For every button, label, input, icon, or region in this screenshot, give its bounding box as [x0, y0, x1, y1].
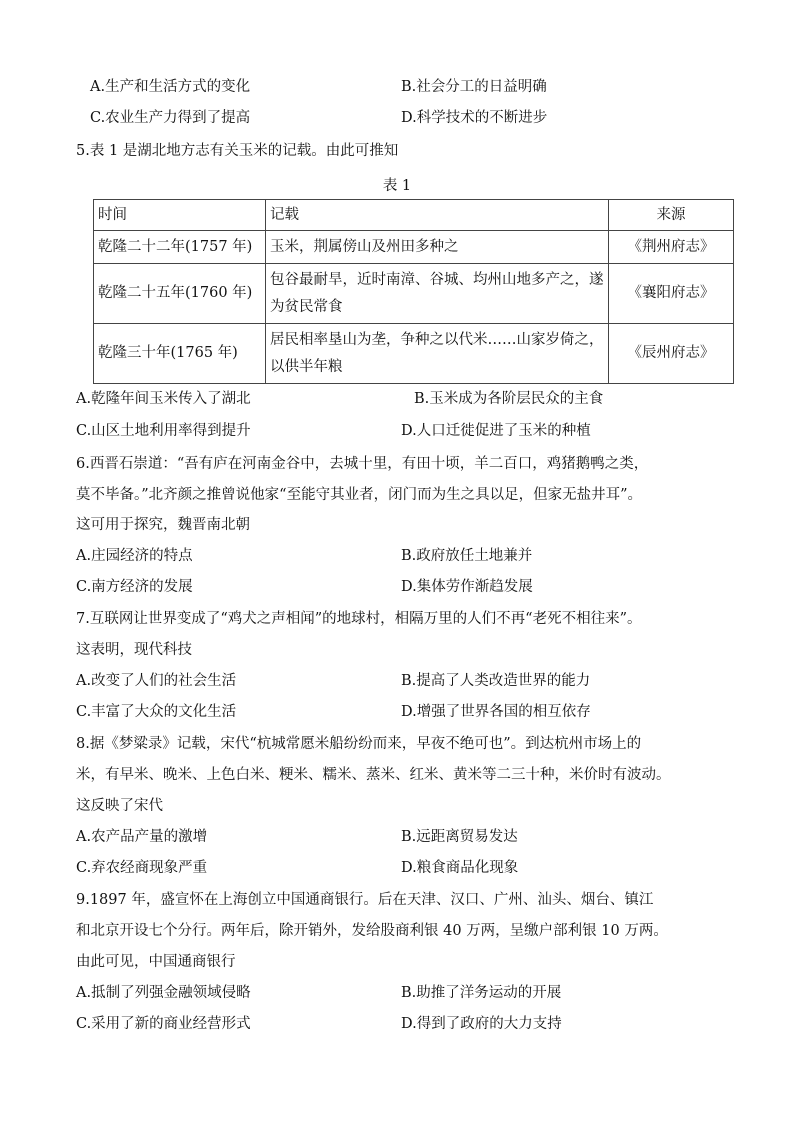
q5-option-d: D.人口迁徙促进了玉米的种植 [401, 423, 591, 439]
q7-stem-line2: 这表明，现代科技 [76, 642, 192, 658]
cell-record: 玉米，荆属傍山及州田多种之 [266, 231, 609, 264]
q6-option-a: A.庄园经济的特点 [76, 548, 193, 564]
q9-stem-line2: 和北京开设七个分行。两年后，除开销外，发给股商利银 40 万两，呈缴户部利银 10 万两。 [76, 923, 668, 939]
table-caption: 表 1 [382, 178, 412, 194]
cell-record: 居民相率垦山为垄，争种之以代米……山家岁倚之，以供半年粮 [266, 324, 609, 384]
q8-option-c: C.弃农经商现象严重 [76, 860, 208, 876]
q7-option-c: C.丰富了大众的文化生活 [76, 704, 237, 720]
cell-record: 包谷最耐旱，近时南漳、谷城、均州山地多产之，遂为贫民常食 [266, 264, 609, 324]
q6-stem-line1: 6.西晋石崇道：“吾有庐在河南金谷中，去城十里，有田十顷，羊二百口，鸡猪鹅鸭之类， [76, 456, 649, 472]
q7-stem-line1: 7.互联网让世界变成了“鸡犬之声相闻”的地球村，相隔万里的人们不再“老死不相往来”。 [76, 611, 642, 627]
q5-option-c: C.山区土地利用率得到提升 [76, 423, 251, 439]
table-row [94, 231, 734, 264]
q6-option-c: C.南方经济的发展 [76, 579, 193, 595]
header-time: 时间 [94, 200, 266, 231]
cell-time: 乾隆二十二年(1757 年) [94, 231, 266, 264]
cell-source: 《荆州府志》 [609, 231, 734, 264]
q8-option-a: A.农产品产量的激增 [76, 829, 208, 845]
q8-option-b: B.远距离贸易发达 [401, 829, 518, 845]
header-record: 记载 [266, 200, 609, 231]
q8-stem-line1: 8.据《梦粱录》记载，宋代“杭城常愿米船纷纷而来，早夜不绝可也”。到达杭州市场上的 [76, 736, 642, 752]
q7-option-b: B.提高了人类改造世界的能力 [401, 673, 591, 689]
q5-stem: 5.表 1 是湖北地方志有关玉米的记载。由此可推知 [76, 143, 399, 159]
table-header-row [94, 200, 734, 231]
cell-source: 《辰州府志》 [609, 324, 734, 384]
corn-records-table [93, 199, 734, 384]
q9-option-b: B.助推了洋务运动的开展 [401, 985, 562, 1001]
q5-option-a: A.乾隆年间玉米传入了湖北 [76, 391, 251, 407]
q7-option-d: D.增强了世界各国的相互依存 [401, 704, 591, 720]
q6-option-d: D.集体劳作渐趋发展 [401, 579, 533, 595]
header-source: 来源 [609, 200, 734, 231]
q6-stem-line2: 莫不毕备。”北齐颜之推曾说他家“至能守其业者，闭门而为生之具以足，但家无盐井耳”。 [76, 487, 642, 503]
q9-option-c: C.采用了新的商业经营形式 [76, 1016, 251, 1032]
q9-stem-line1: 9.1897 年，盛宣怀在上海创立中国通商银行。后在天津、汉口、广州、汕头、烟台、镇江 [76, 892, 654, 908]
q8-option-d: D.粮食商品化现象 [401, 860, 519, 876]
q9-option-d: D.得到了政府的大力支持 [401, 1016, 562, 1032]
table-row [94, 324, 734, 384]
q8-stem-line2: 米，有早米、晚米、上色白米、粳米、糯米、蒸米、红米、黄米等二三十种，米价时有波动。 [76, 767, 671, 783]
q9-option-a: A.抵制了列强金融领域侵略 [76, 985, 251, 1001]
q4-option-d: D.科学技术的不断进步 [401, 110, 548, 126]
cell-time: 乾隆二十五年(1760 年) [94, 264, 266, 324]
q6-option-b: B.政府放任土地兼并 [401, 548, 533, 564]
table-row [94, 264, 734, 324]
cell-time: 乾隆三十年(1765 年) [94, 324, 266, 384]
cell-source: 《襄阳府志》 [609, 264, 734, 324]
q4-option-a: A.生产和生活方式的变化 [90, 79, 251, 95]
q7-option-a: A.改变了人们的社会生活 [76, 673, 237, 689]
q4-option-c: C.农业生产力得到了提高 [90, 110, 251, 126]
q5-option-b: B.玉米成为各阶层民众的主食 [414, 391, 604, 407]
q9-stem-line3: 由此可见，中国通商银行 [76, 954, 236, 970]
q6-stem-line3: 这可用于探究，魏晋南北朝 [76, 517, 250, 533]
q8-stem-line3: 这反映了宋代 [76, 798, 163, 814]
q4-option-b: B.社会分工的日益明确 [401, 79, 547, 95]
